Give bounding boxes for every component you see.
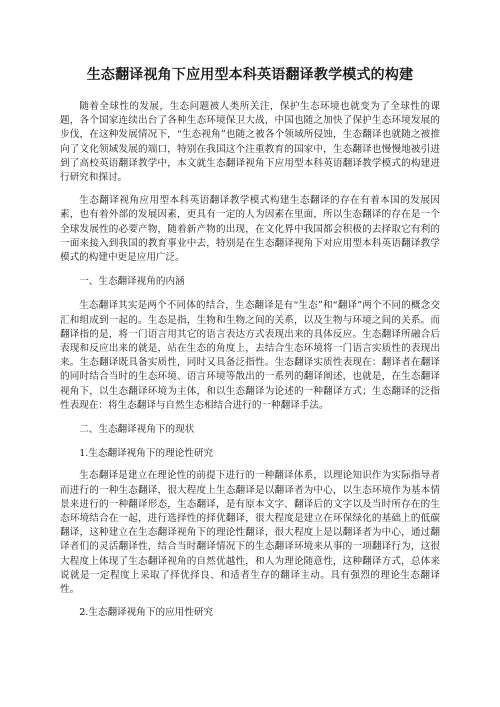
subsection-2-1-paragraph: 生态翻译是建立在理论性的前提下进行的一种翻译体系，以理论知识作为实际指导者而进行的一种生态翻译，很大程度上生态翻译是以翻译者为中心，以生态环境作为基本情景来进行的一种翻译形态，生态翻译，是有原本文字、翻译后的文字以及当时所存在的生态环境结合在一起，进行选择性的择优翻译，很大程度是建立在环保绿化的基础上的低碳翻译，这种建立在生态翻译视角下的理论性翻译，很大程度上是以翻译者为中心，通过翻译者们的灵活翻译性，结合当时翻译情况下的生态翻译环境来从事的一项翻译行为，这很大程度上体现了生态翻译视角的自然优越性，和人为理论随意性，这种翻译方式，总体来说就是一定程度上采取了择优择良、和适者生存的翻译主动。具有强烈的理论生态翻译性。 [60,470,440,596]
subsection-heading-2-1: 1.生态翻译视角下的理论性研究 [79,448,214,460]
section-heading-2: 二、生态翻译视角下的现状 [79,424,195,436]
page-title: 生态翻译视角下应用型本科英语翻译教学模式的构建 [86,67,414,83]
section-heading-1: 一、生态翻译视角的内涵 [79,276,185,288]
keywords-paragraph: 生态翻译视角应用型本科英语翻译教学模式构建生态翻译的存在有着本国的发展因素，也有着外部的发展因素，更具有一定的人为因素在里面，所以生态翻译的存在是一个全球发展性的必要产物，随着新产物的出现，在文化界中我国都会积极的去择取它有利的一面来接入到我国的教育事业中去，特别是在生态翻译视角下对应用型本科英语翻译教学模式的构建中更是应用广泛。 [60,195,440,264]
subsection-heading-2-2: 2.生态翻译视角下的应用性研究 [79,607,214,619]
section-1-paragraph: 生态翻译其实是两个不同体的结合，生态翻译是有“生态”和“翻译”两个不同的概念交汇和组成到一起的。生态是指，生物和生物之间的关系，以及生物与环境之间的关系。而翻译指的是，将一门语言用其它的语言表达方式表现出来的具体反应。生态翻译所融合后表现和反应出来的就是，站在生态的角度上，去结合生态环境将一门语言实质性的表现出来。生态翻译既具备实质性，同时又具备泛指性。生态翻译实质性表现在：翻译者在翻译的同时结合当时的生态环境、语言环境等散出的一系列的翻译阐述，也就是，在生态翻译视角下，以生态翻译环境为主体，和以生态翻译为论述的一种翻译方式；生态翻译的泛指性表现在：将生态翻译与自然生态相结合进行的一种翻译手法。 [60,300,440,411]
intro-paragraph: 随着全球性的发展，生态问题被人类所关注，保护生态环境也就变为了全球性的课题，各个国家连续出台了各种生态环境保卫大战，中国也随之加快了保护生态环境发展的步伐，在这种发展情况下，“生态视角”也随之被各个领域所侵蚀，生态翻译也就随之被推向了文化领域发展的端口，特别在我国这个注重教育的国家中，生态翻译也慢慢地被引进到了高校英语翻译教学中，本文就生态翻译视角下应用型本科英语翻译教学模式的构建进行研究和探讨。 [60,101,440,184]
